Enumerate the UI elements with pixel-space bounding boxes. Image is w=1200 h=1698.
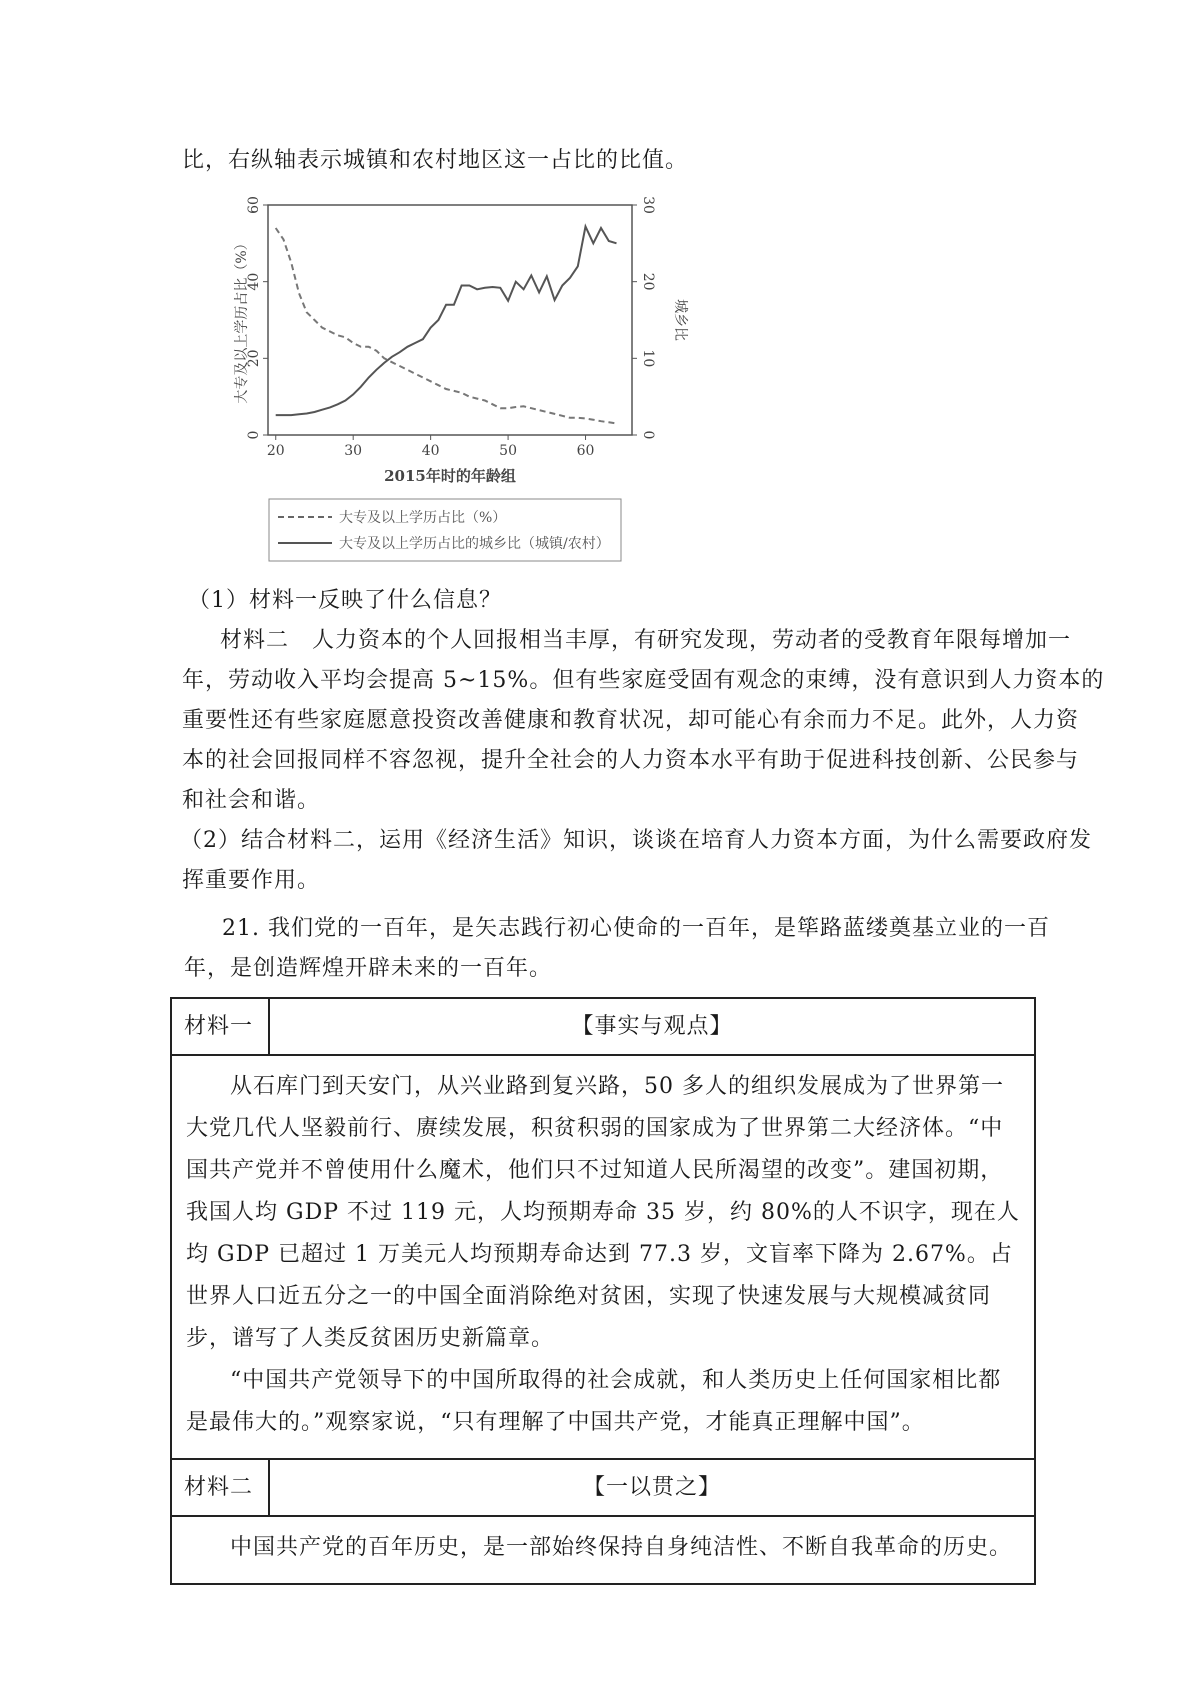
legend-label-share: 大专及以上学历占比（%） — [339, 510, 507, 526]
y2-axis-label: 城乡比 — [672, 299, 688, 341]
x-tick-label: 50 — [499, 443, 517, 459]
material2-table-paragraph: 中国共产党的百年历史，是一部始终保持自身纯洁性、不断自我革命的历史。 — [230, 1535, 1013, 1560]
question-21-line-1: 21. 我们党的一百年，是矢志践行初心使命的一百年，是筚路蓝缕奠基立业的一百 — [222, 916, 1050, 941]
material2-label: 材料二 — [171, 1459, 269, 1516]
question-1: （1）材料一反映了什么信息？ — [188, 588, 502, 613]
chart — [214, 195, 698, 565]
series-line-share — [276, 228, 617, 424]
x-tick-label: 60 — [576, 443, 595, 459]
material1-label: 材料一 — [171, 998, 269, 1055]
material2-line-4: 本的社会回报同样不容忽视，提升全社会的人力资本水平有助于促进科技创新、公民参与 — [182, 748, 1080, 773]
y2-tick-label: 10 — [640, 349, 656, 368]
material2-line-2: 年，劳动收入平均会提高 5~15%。但有些家庭受固有观念的束缚，没有意识到人力资本的 — [182, 668, 1105, 693]
legend-label-ratio: 大专及以上学历占比的城乡比（城镇/农村） — [339, 536, 610, 552]
material1-paragraph-1: 从石库门到天安门，从兴业路到复兴路，50 多人的组织发展成为了世界第一大党几代人坚毅前行、赓续发展，积贫积弱的国家成为了世界第二大经济体。“中国共产党并不曾使用什么魔术，他们只不过知道人民所渴望的改变”。建国初期，我国人均 GDP 不过 119 元，人均预期寿命 35 岁，约 80%的人不识字，现在人均 GDP 已超过 1 万美元人均预期寿命达到 77.3 岁，文盲率下降为 2.67%。占世界人口近五分之一的中国全面消除绝对贫困，实现了快速发展与大规模减贫同步，谱写了人类反贫困历史新篇章。 — [186, 1074, 1020, 1351]
material2-line-1: 材料二 人力资本的个人回报相当丰厚，有研究发现，劳动者的受教育年限每增加一 — [220, 628, 1072, 653]
y2-tick-label: 0 — [640, 430, 656, 440]
x-axis-label: 2015年时的年龄组 — [384, 467, 516, 485]
y-axis-label: 大专及以上学历占比（%） — [234, 236, 250, 404]
table-row — [171, 1516, 1035, 1584]
material2-line-3: 重要性还有些家庭愿意投资改善健康和教育状况，却可能心有余而力不足。此外，人力资 — [182, 708, 1080, 733]
y2-tick-label: 30 — [640, 196, 656, 214]
table-row — [171, 1055, 1035, 1459]
material1-heading: 【事实与观点】 — [269, 998, 1035, 1055]
y-tick-label: 20 — [246, 349, 262, 368]
table-row — [171, 1459, 1035, 1516]
question-2-line-1: （2）结合材料二，运用《经济生活》知识，谈谈在培育人力资本方面，为什么需要政府发 — [180, 828, 1093, 853]
line-chart — [214, 195, 698, 565]
y-tick-label: 40 — [246, 272, 262, 291]
y2-tick-label: 20 — [640, 272, 656, 291]
y-tick-label: 0 — [246, 430, 262, 440]
y-tick-label: 60 — [246, 196, 262, 214]
plot-area-frame — [268, 205, 632, 435]
table-row — [171, 998, 1035, 1055]
x-tick-label: 40 — [421, 443, 440, 459]
question-2-line-2: 挥重要作用。 — [182, 868, 321, 893]
material1-paragraph-2: “中国共产党领导下的中国所取得的社会成就，和人类历史上任何国家相比都是最伟大的。”观察家说，“只有理解了中国共产党，才能真正理解中国”。 — [186, 1368, 1002, 1435]
intro-line: 比，右纵轴表示城镇和农村地区这一占比的比值。 — [182, 148, 689, 173]
material2-heading: 【一以贯之】 — [269, 1459, 1035, 1516]
series-line-ratio — [276, 227, 617, 416]
material2-line-5: 和社会和谐。 — [182, 788, 321, 813]
x-tick-label: 20 — [266, 443, 285, 459]
x-tick-label: 30 — [344, 443, 363, 459]
question-21-line-2: 年，是创造辉煌开辟未来的一百年。 — [184, 956, 553, 981]
material2-table-body — [171, 1516, 1035, 1584]
material1-body — [171, 1055, 1035, 1459]
materials-table — [170, 997, 1036, 1585]
